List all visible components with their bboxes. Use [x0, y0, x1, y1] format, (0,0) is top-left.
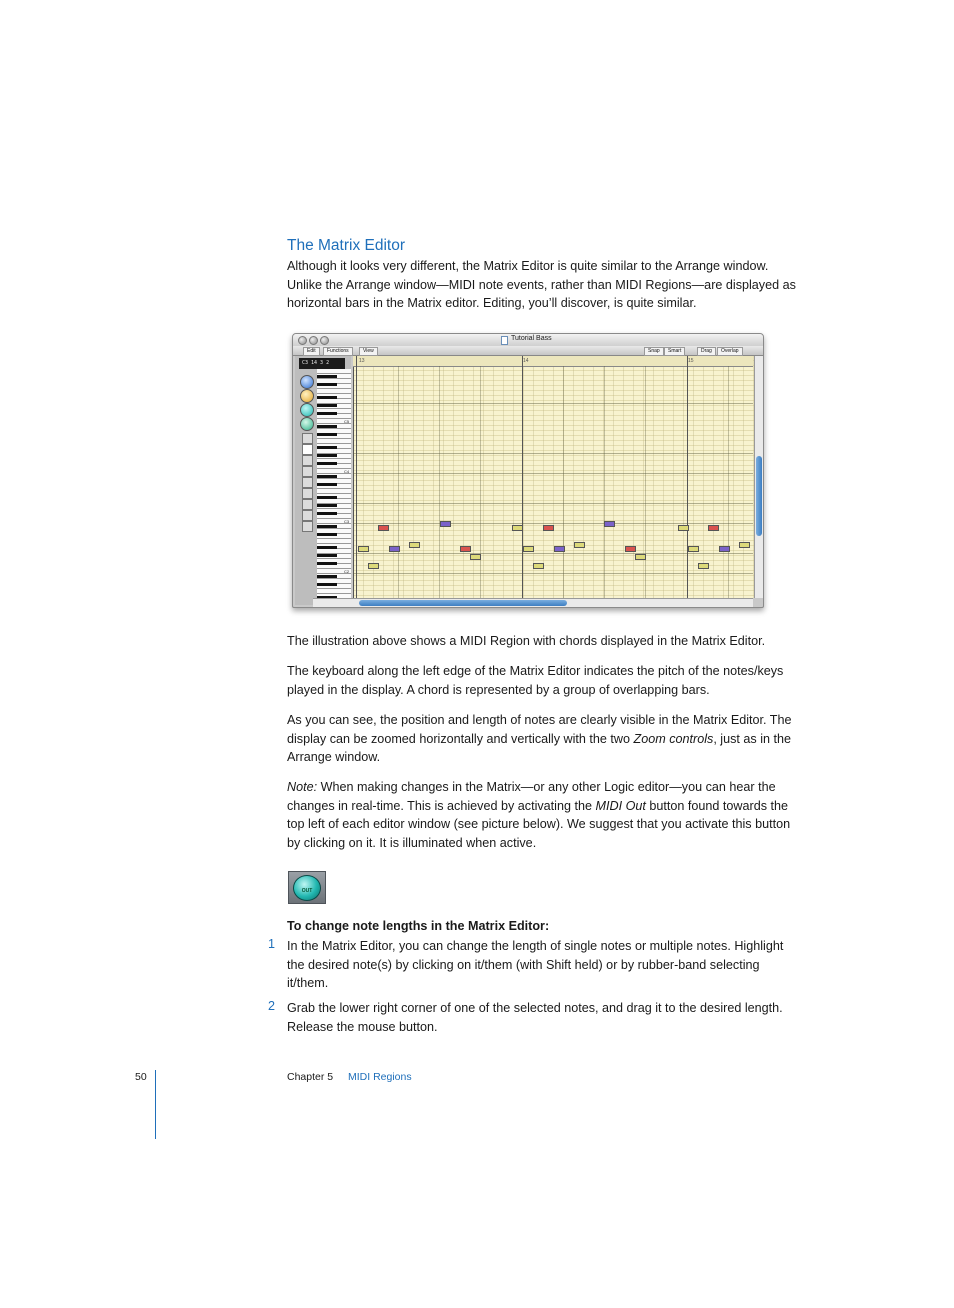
scissors-tool-icon	[302, 477, 313, 488]
note-bar	[625, 546, 636, 552]
step-text: Grab the lower right corner of one of the selected notes, and drag it to the desired length. Release the mouse button.	[287, 1001, 783, 1034]
ruler-mark-13: 13	[359, 358, 365, 364]
note-bar	[698, 563, 709, 569]
note-bar	[688, 546, 699, 552]
note-bar	[708, 525, 719, 531]
footer-rule	[155, 1070, 156, 1139]
note-bar	[739, 542, 750, 548]
note-bar	[460, 546, 471, 552]
editor-left-panel	[295, 356, 351, 605]
note-bar	[378, 525, 389, 531]
matrix-editor-screenshot	[292, 333, 764, 608]
bar-ruler	[353, 356, 753, 367]
window-title: Tutorial Bass	[511, 335, 552, 342]
zoom-icon	[320, 336, 329, 345]
note-bar	[543, 525, 554, 531]
note-bar	[554, 546, 565, 552]
section-heading: The Matrix Editor	[287, 237, 406, 254]
intro-paragraph: Although it looks very different, the Matrix Editor is quite similar to the Arrange window. Unlike the Arrange window—MIDI note events, rather than MIDI Regions—are displayed as horizontal bars in the Matrix editor. Editing, you’ll discover, is quite similar.	[287, 259, 796, 311]
paragraph-zoom: As you can see, the position and length of notes are clearly visible in the Matrix Editor. The display can be zoomed horizontally and vertically with the two Zoom controls, just as in the Arrange window.	[287, 713, 792, 765]
key-label-c2: C2	[344, 569, 350, 574]
ruler-mark-14: 14	[523, 358, 529, 364]
note-bar	[678, 525, 689, 531]
ruler-mark-15: 15	[688, 358, 694, 364]
note-bar	[523, 546, 534, 552]
menu-functions: Functions	[323, 347, 353, 356]
piano-keyboard	[317, 369, 351, 605]
chapter-name: MIDI Regions	[348, 1071, 412, 1083]
text-tool-icon	[302, 466, 313, 477]
note-bar	[574, 542, 585, 548]
mute-tool-icon	[302, 510, 313, 521]
paragraph-keyboard: The keyboard along the left edge of the Matrix Editor indicates the pitch of the notes/keys played in the display. A chord is represented by a group of overlapping bars.	[287, 664, 784, 697]
magnify-tool-icon	[302, 521, 313, 532]
menu-view: View	[359, 347, 378, 356]
horizontal-scrollbar	[313, 598, 753, 607]
note-bar	[409, 542, 420, 548]
pencil-tool-icon	[302, 444, 313, 455]
note-label: Note:	[287, 780, 318, 794]
link-icon	[300, 389, 314, 403]
position-display: C3 14 3 2	[299, 358, 345, 369]
solo-tool-icon	[302, 499, 313, 510]
note-bar	[533, 563, 544, 569]
note-bar	[389, 546, 400, 552]
info-icon	[300, 417, 314, 431]
note-bar	[368, 563, 379, 569]
menu-edit: Edit	[303, 347, 320, 356]
note-bar	[512, 525, 523, 531]
note-bar	[604, 521, 615, 527]
midi-out-icon: OUT	[293, 875, 321, 901]
note-grid	[353, 356, 754, 598]
close-icon	[298, 336, 307, 345]
note-bar	[635, 554, 646, 560]
note-bar	[440, 521, 451, 527]
drag-value: Overlap	[717, 347, 743, 356]
page-number: 50	[135, 1071, 147, 1083]
pointer-tool-icon	[302, 433, 313, 444]
procedure-title: To change note lengths in the Matrix Editor:	[287, 919, 550, 933]
document-icon	[501, 336, 508, 345]
step-number: 1	[268, 937, 276, 951]
note-bar	[358, 546, 369, 552]
chapter-label: Chapter 5	[287, 1071, 334, 1083]
key-label-c3: C3	[344, 519, 350, 524]
glue-tool-icon	[302, 488, 313, 499]
note-bar	[470, 554, 481, 560]
vertical-scrollbar	[754, 356, 763, 598]
snap-value: Smart	[664, 347, 685, 356]
drag-label: Drag	[697, 347, 716, 356]
catch-icon	[300, 375, 314, 389]
step-number: 2	[268, 999, 276, 1013]
midi-out-button-image	[288, 871, 326, 904]
snap-label: Snap	[644, 347, 664, 356]
eraser-tool-icon	[302, 455, 313, 466]
key-label-c4: C4	[344, 469, 350, 474]
midi-out-icon	[300, 403, 314, 417]
minimize-icon	[309, 336, 318, 345]
key-label-c5: C5	[344, 419, 350, 424]
editor-menubar	[293, 346, 763, 356]
step-text: In the Matrix Editor, you can change the length of single notes or multiple notes. Highlight the desired note(s) by clicking on it/them (with Shift held) or by rubber-band selecting it/them.	[287, 939, 784, 991]
paragraph-illustration: The illustration above shows a MIDI Region with chords displayed in the Matrix Editor.	[287, 634, 766, 648]
paragraph-note: Note: When making changes in the Matrix—or any other Logic editor—you can hear the changes in real-time. This is achieved by activating the MIDI Out button found towards the top left of each editor window (see picture below). We suggest that you activate this button by clicking on it. It is illuminated when active.	[287, 780, 791, 850]
note-bar	[719, 546, 730, 552]
